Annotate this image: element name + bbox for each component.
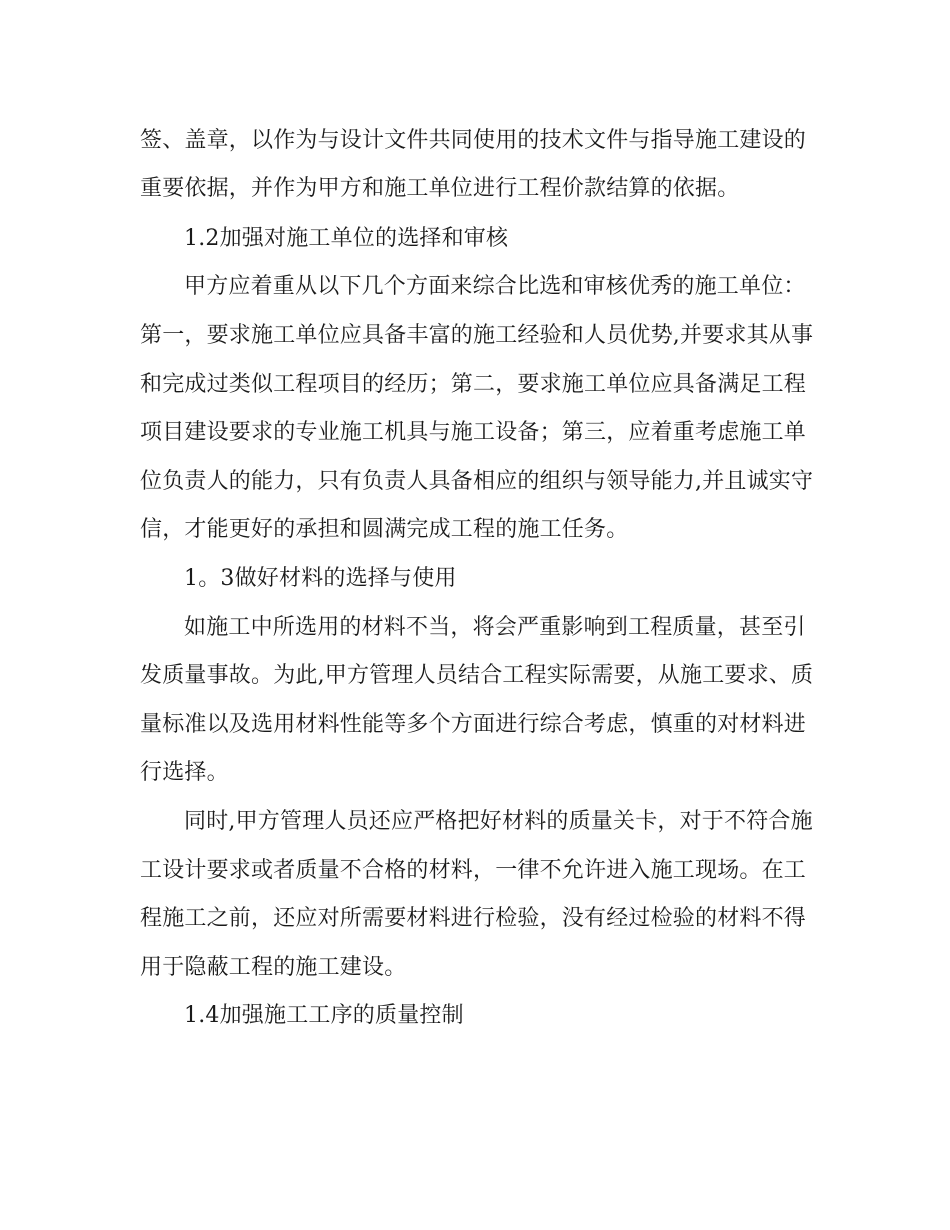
- paragraph-line: 量标准以及选用材料性能等多个方面进行综合考虑，慎重的对材料进: [140, 712, 807, 737]
- paragraph-line: 用于隐蔽工程的施工建设。: [140, 955, 407, 980]
- section-heading: 1.4加强施工工序的质量控制: [184, 1003, 464, 1028]
- paragraph-line: 信，才能更好的承担和圆满完成工程的施工任务。: [140, 517, 629, 542]
- section-heading: 1.2加强对施工单位的选择和审核: [184, 226, 509, 251]
- paragraph-line: 如施工中所选用的材料不当，将会严重影响到工程质量，甚至引: [184, 615, 806, 640]
- paragraph-line: 和完成过类似工程项目的经历；第二，要求施工单位应具备满足工程: [140, 372, 807, 397]
- section-heading: 1。3做好材料的选择与使用: [184, 566, 457, 591]
- paragraph-line: 项目建设要求的专业施工机具与施工设备；第三，应着重考虑施工单: [140, 420, 807, 445]
- paragraph-line: 程施工之前，还应对所需要材料进行检验，没有经过检验的材料不得: [140, 906, 807, 931]
- paragraph-line: 签、盖章，以作为与设计文件共同使用的技术文件与指导施工建设的: [140, 128, 807, 153]
- paragraph-line: 行选择。: [140, 760, 229, 785]
- paragraph-line: 甲方应着重从以下几个方面来综合比选和审核优秀的施工单位：: [184, 274, 806, 299]
- paragraph-line: 发质量事故。为此,甲方管理人员结合工程实际需要，从施工要求、质: [140, 663, 814, 688]
- paragraph-line: 位负责人的能力，只有负责人具备相应的组织与领导能力,并且诚实守: [140, 469, 814, 494]
- paragraph-line: 同时,甲方管理人员还应严格把好材料的质量关卡，对于不符合施: [184, 809, 813, 834]
- paragraph-line: 第一，要求施工单位应具备丰富的施工经验和人员优势,并要求其从事: [140, 323, 814, 348]
- paragraph-line: 工设计要求或者质量不合格的材料，一律不允许进入施工现场。在工: [140, 858, 807, 883]
- paragraph-line: 重要依据，并作为甲方和施工单位进行工程价款结算的依据。: [140, 176, 740, 201]
